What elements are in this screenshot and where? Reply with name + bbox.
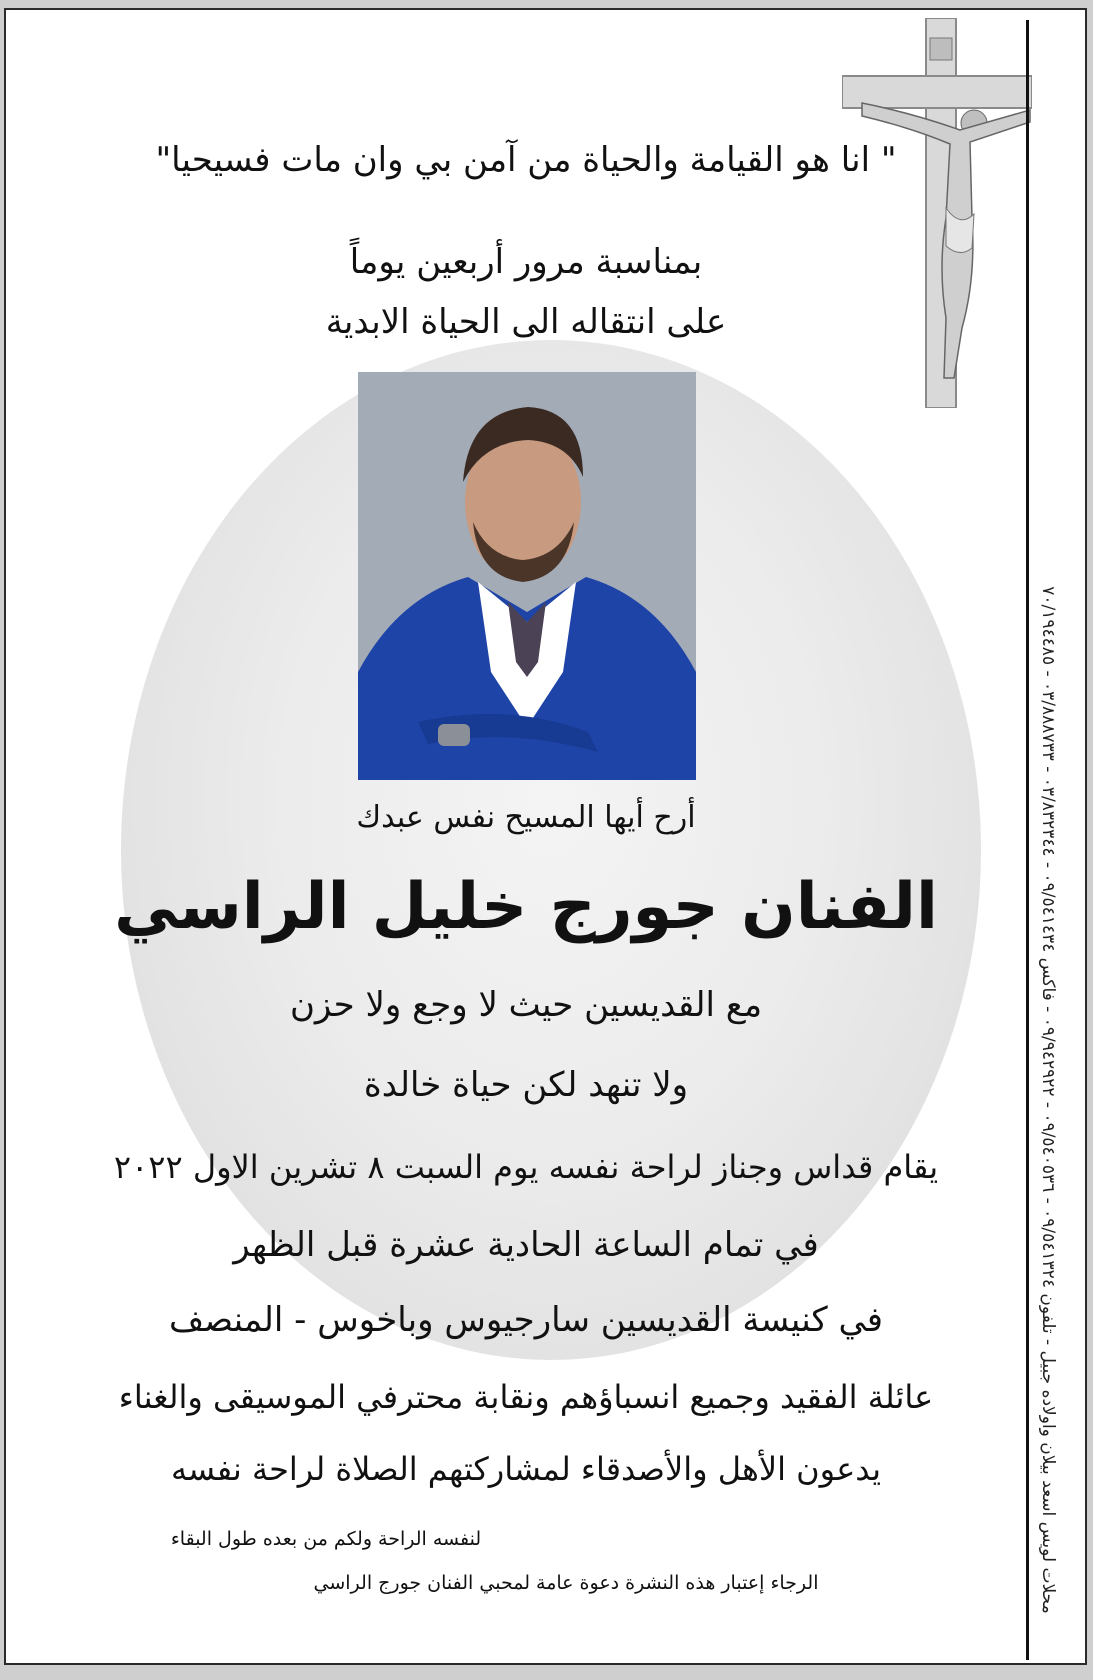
invitation-line: يدعون الأهل والأصدقاء لمشاركتهم الصلاة لراحة نفسه: [171, 1450, 881, 1488]
prayer-line: أرح أيها المسيح نفس عبدك: [356, 800, 696, 835]
deceased-photo: [358, 372, 696, 780]
church-location: في كنيسة القديسين سارجيوس وباخوس - المنصف: [168, 1300, 884, 1340]
edge-marks: [1084, 310, 1087, 1665]
transition-line: على انتقاله الى الحياة الابدية: [325, 302, 727, 342]
public-invitation-note: الرجاء إعتبار هذه النشرة دعوة عامة لمحبي الفنان جورج الراسي: [313, 1572, 819, 1594]
condolence-line: لنفسه الراحة ولكم من بعده طول البقاء: [170, 1528, 482, 1550]
obituary-sheet: [4, 8, 1087, 1665]
occasion-line: بمناسبة مرور أربعين يوماً: [349, 242, 703, 282]
family-line: عائلة الفقيد وجميع انسباؤهم ونقابة محترفي الموسيقى والغناء: [118, 1378, 934, 1416]
printer-contact-info: محلات لويس اسعد بيلان واولاده جبيل - تلفون ٠٩/٥٤١٣٢٤ - ٠٩/٥٤٠٥٣٦ - ٠٩/٩٤٢٩٢٢ - فاكس ٠٩/٥٤١٤٣٤ - ٠٣/٨٣٢٣٤٤ - ٠٣/٨٨٨٧٣٣ - ٧٠/١٩٤٤٨٥: [1038, 586, 1058, 1614]
saints-line: مع القديسين حيث لا وجع ولا حزن: [289, 985, 763, 1025]
crucifix-icon: [842, 18, 1032, 408]
mass-announcement: يقام قداس وجناز لراحة نفسه يوم السبت ٨ تشرين الاول ٢٠٢٢: [113, 1148, 939, 1186]
deceased-name: الفنان جورج خليل الراسي: [114, 870, 938, 944]
eternal-life-line: ولا تنهد لكن حياة خالدة: [363, 1065, 689, 1105]
side-divider: [1026, 20, 1029, 1660]
mass-time: في تمام الساعة الحادية عشرة قبل الظهر: [233, 1225, 819, 1265]
scripture-quote: " انا هو القيامة والحياة من آمن بي وان مات فسيحيا": [155, 140, 897, 180]
